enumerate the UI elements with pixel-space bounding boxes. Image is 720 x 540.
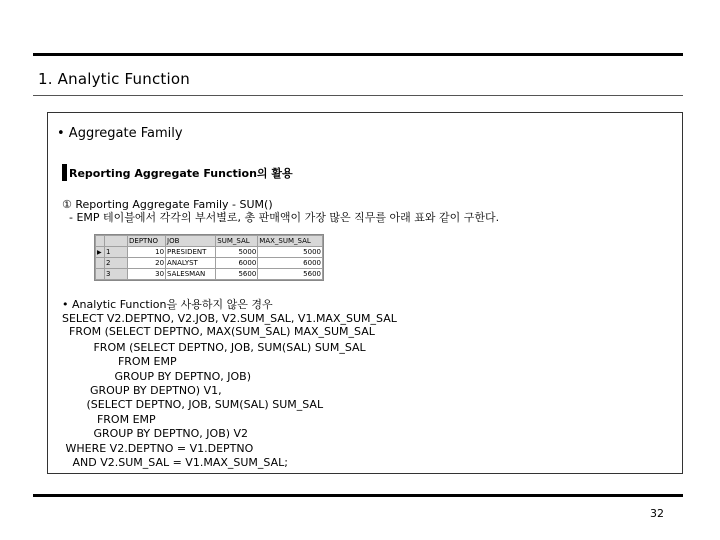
row-marker: [96, 258, 105, 269]
sql-line: SELECT V2.DEPTNO, V2.JOB, V2.SUM_SAL, V1.MAX_SUM_SAL: [62, 312, 397, 325]
sql-line: FROM EMP: [62, 355, 177, 368]
subheading: [62, 164, 293, 181]
cell-max-sum-sal[interactable]: 6000: [258, 258, 323, 269]
cell-sum-sal[interactable]: 5000: [216, 247, 258, 258]
bullet-heading: • Aggregate Family: [57, 126, 183, 141]
page-number: 32: [650, 507, 664, 520]
sql-line: FROM (SELECT DEPTNO, JOB, SUM(SAL) SUM_SAL: [62, 341, 366, 354]
sql-line: AND V2.SUM_SAL = V1.MAX_SUM_SAL;: [62, 456, 288, 469]
top-rule: [33, 53, 683, 56]
item-title: ① Reporting Aggregate Family - SUM(): [62, 198, 273, 211]
row-marker: [96, 269, 105, 280]
grid-corner-index: [105, 236, 128, 247]
sql-line: FROM EMP: [62, 413, 156, 426]
cell-sum-sal[interactable]: 6000: [216, 258, 258, 269]
subheading-bar: [62, 164, 67, 181]
grid-corner-marker: [96, 236, 105, 247]
table-row[interactable]: [96, 247, 323, 258]
result-table: [95, 235, 323, 280]
row-index: 1: [105, 247, 128, 258]
result-grid: [94, 234, 324, 281]
cell-sum-sal[interactable]: 5600: [216, 269, 258, 280]
cell-max-sum-sal[interactable]: 5000: [258, 247, 323, 258]
sql-line: GROUP BY DEPTNO, JOB) V2: [62, 427, 249, 440]
sql-line: WHERE V2.DEPTNO = V1.DEPTNO: [62, 442, 254, 455]
sql-line: (SELECT DEPTNO, JOB, SUM(SAL) SUM_SAL: [62, 398, 324, 411]
sql-intro: • Analytic Function을 사용하지 않은 경우: [62, 298, 273, 311]
item-description: - EMP 테이블에서 각각의 부서별로, 총 판매액이 가장 많은 직무를 아래 표와 같이 구한다.: [62, 211, 500, 224]
cell-job[interactable]: SALESMAN: [166, 269, 216, 280]
table-header-row: [96, 236, 323, 247]
bottom-rule: [33, 494, 683, 497]
sql-line: GROUP BY DEPTNO) V1,: [62, 384, 222, 397]
cell-deptno[interactable]: 30: [128, 269, 166, 280]
table-row[interactable]: [96, 269, 323, 280]
cell-job[interactable]: PRESIDENT: [166, 247, 216, 258]
table-row[interactable]: [96, 258, 323, 269]
column-header-sum-sal[interactable]: SUM_SAL: [216, 236, 258, 247]
sql-line: GROUP BY DEPTNO, JOB): [62, 370, 252, 383]
column-header-deptno[interactable]: DEPTNO: [128, 236, 166, 247]
title-underline: [33, 95, 683, 96]
cell-max-sum-sal[interactable]: 5600: [258, 269, 323, 280]
cell-deptno[interactable]: 10: [128, 247, 166, 258]
current-row-marker-icon: ▶: [96, 247, 105, 258]
column-header-job[interactable]: JOB: [166, 236, 216, 247]
sql-line: FROM (SELECT DEPTNO, MAX(SUM_SAL) MAX_SUM_SAL: [62, 325, 375, 338]
cell-job[interactable]: ANALYST: [166, 258, 216, 269]
subheading-text: Reporting Aggregate Function의 활용: [69, 166, 293, 180]
column-header-max-sum-sal[interactable]: MAX_SUM_SAL: [258, 236, 323, 247]
cell-deptno[interactable]: 20: [128, 258, 166, 269]
slide-title: 1. Analytic Function: [38, 70, 190, 88]
row-index: 2: [105, 258, 128, 269]
row-index: 3: [105, 269, 128, 280]
